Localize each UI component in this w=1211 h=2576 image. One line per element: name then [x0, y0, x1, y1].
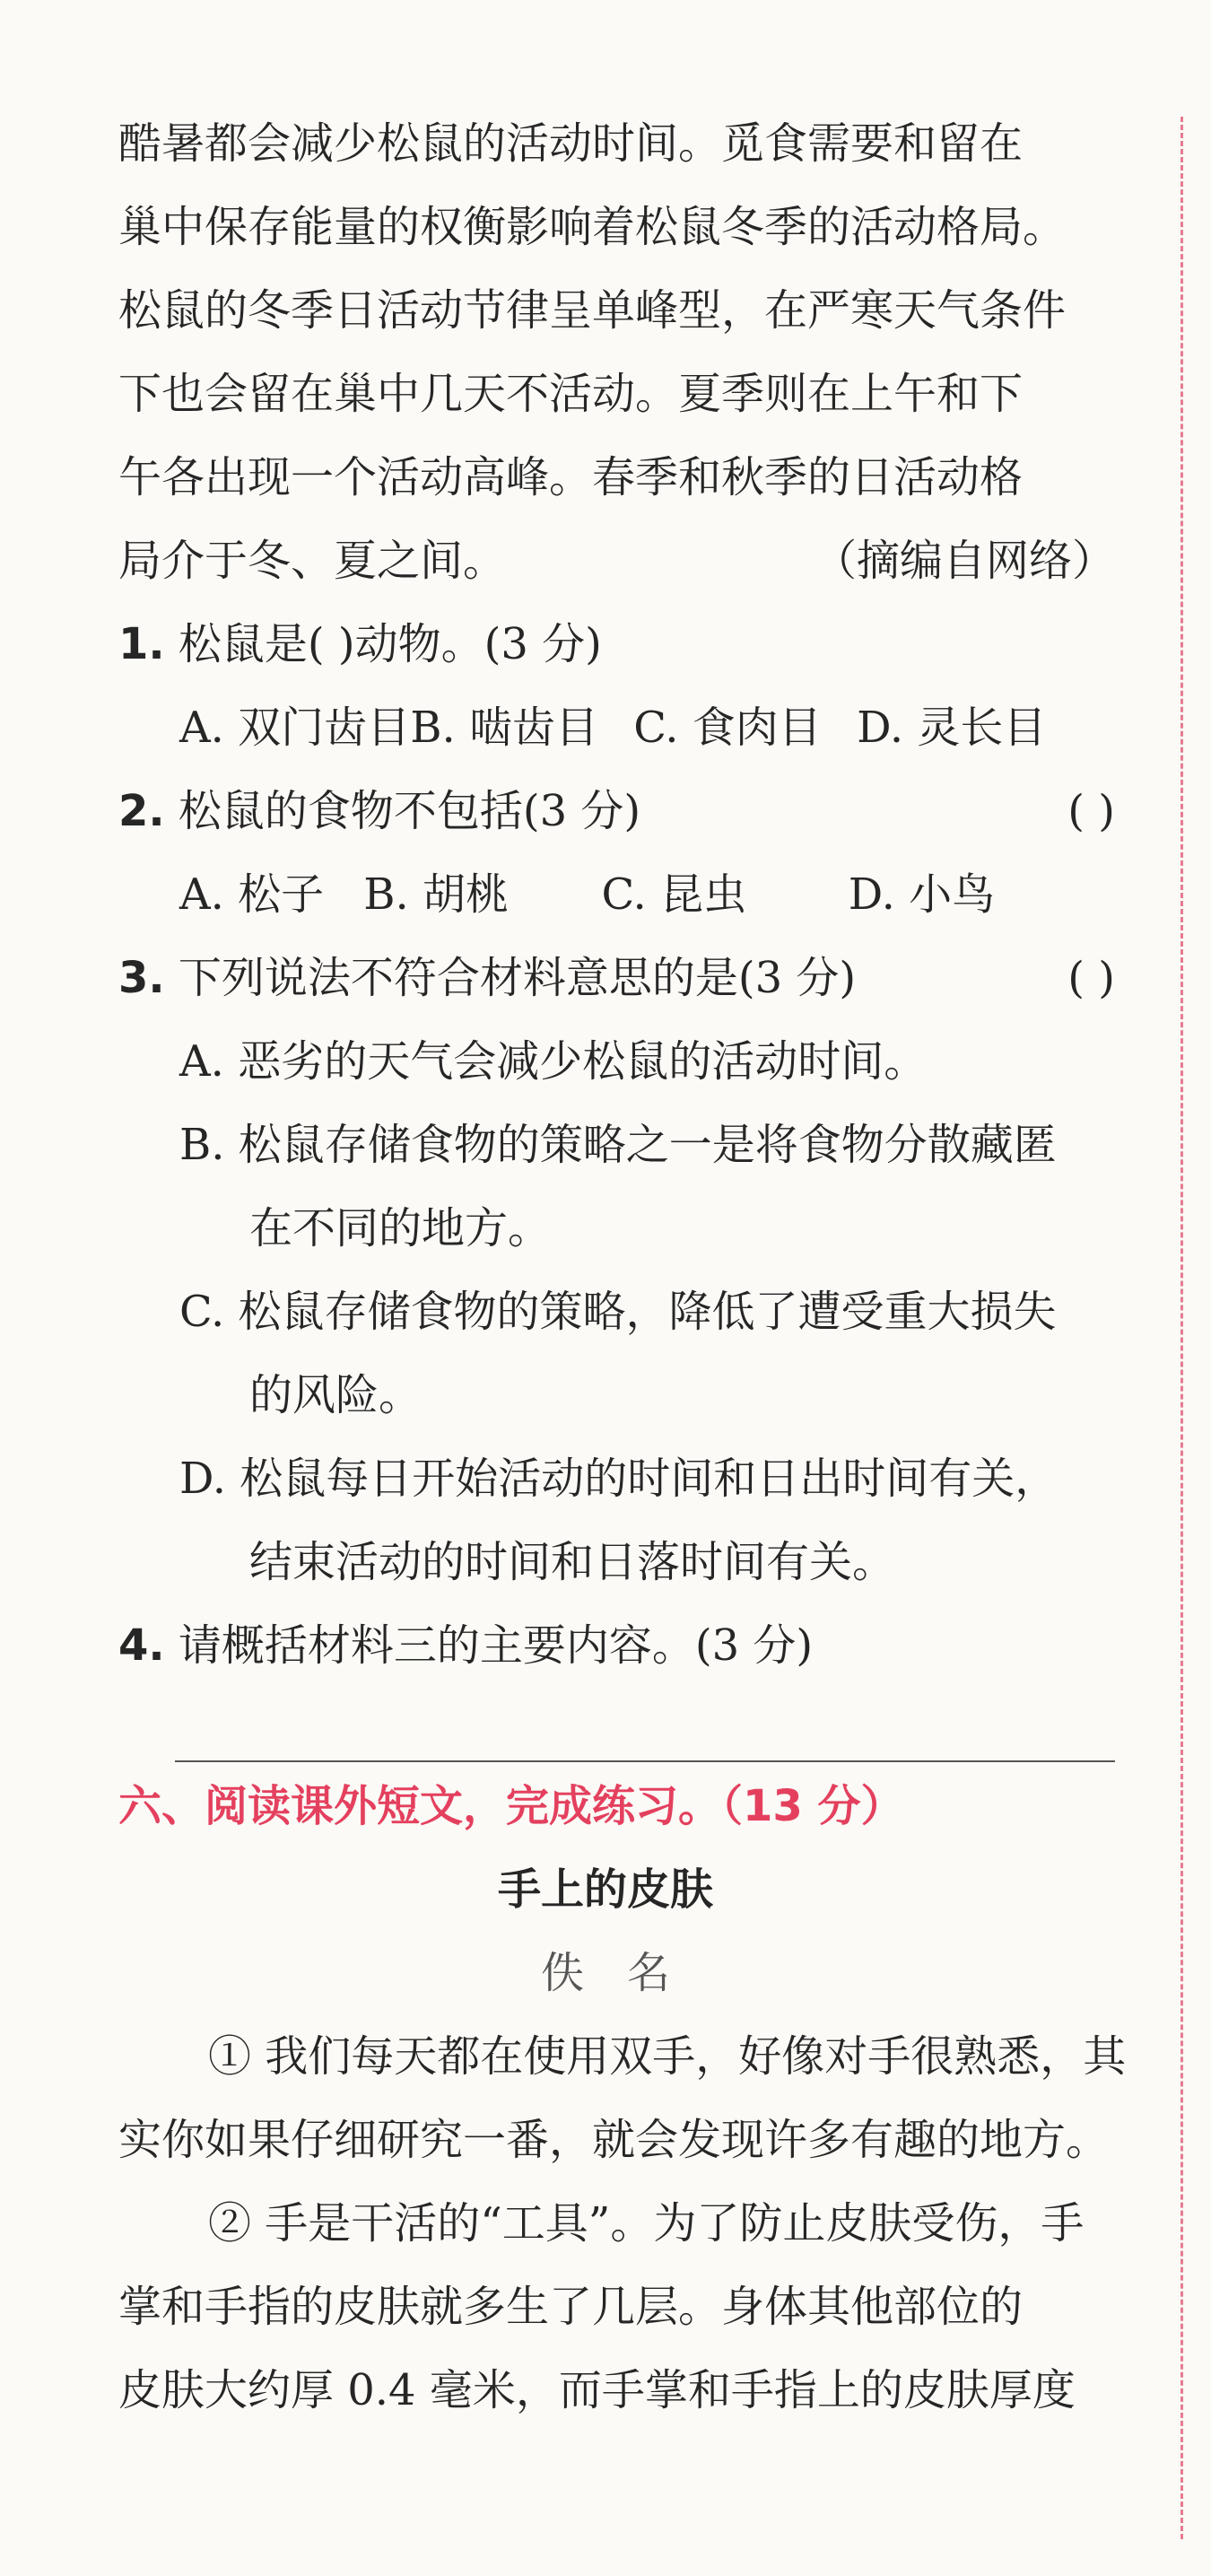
option-c[interactable] [179, 1285, 1057, 1339]
passage-line: 下也会留在巢中几天不活动。夏季则在上午和下 [118, 369, 1024, 419]
question-stem: 松鼠是( )动物。(3 分) [178, 619, 602, 669]
option-text-continued: 结束活动的时间和日落时间有关。 [249, 1537, 896, 1587]
option-b[interactable] [179, 1118, 1057, 1172]
question-1 [118, 617, 602, 671]
option-c[interactable]: C. 食肉目 [633, 703, 822, 753]
question-1-options [179, 701, 1046, 755]
option-label: B. [179, 1120, 225, 1170]
option-d[interactable]: D. 灵长目 [857, 703, 1047, 753]
option-text: 松鼠存储食物的策略之一是将食物分散藏匿 [238, 1120, 1057, 1170]
source-note: （摘编自网络） [813, 536, 1115, 586]
paragraph-line: 实你如果仔细研究一番，就会发现许多有趣的地方。 [118, 2115, 1110, 2165]
paragraph-line: 掌和手指的皮肤就多生了几层。身体其他部位的 [118, 2282, 1024, 2332]
passage-line: 松鼠的冬季日活动节律呈单峰型，在严寒天气条件 [118, 285, 1067, 336]
option-label: D. [179, 1454, 227, 1504]
section-heading: 六、阅读课外短文，完成练习。（13 分） [118, 1781, 904, 1831]
answer-bracket[interactable]: ( ) [1067, 953, 1115, 1003]
question-4 [118, 1619, 813, 1672]
question-2 [118, 784, 640, 838]
passage-line: 酷暑都会减少松鼠的活动时间。觅食需要和留在 [118, 118, 1024, 169]
option-a[interactable] [179, 1035, 927, 1088]
option-text: 松鼠存储食物的策略，降低了遭受重大损失 [238, 1287, 1057, 1337]
passage-line: 局介于冬、夏之间。 [118, 536, 507, 586]
option-text-continued: 的风险。 [249, 1370, 423, 1420]
option-text: 松鼠每日开始活动的时间和日出时间有关， [240, 1454, 1059, 1504]
answer-line[interactable] [175, 1760, 1115, 1762]
article-title: 手上的皮肤 [497, 1864, 713, 1915]
question-stem: 请概括材料三的主要内容。(3 分) [178, 1620, 814, 1671]
option-c[interactable]: C. 昆虫 [601, 869, 747, 920]
article-author: 佚 名 [540, 1948, 670, 1998]
option-b[interactable]: B. 啮齿目 [410, 703, 598, 753]
paragraph-line: ① 我们每天都在使用双手，好像对手很熟悉，其 [208, 2031, 1127, 2082]
option-label: A. [179, 1036, 224, 1087]
paragraph-line: 皮肤大约厚 0.4 毫米，而手掌和手指上的皮肤厚度 [118, 2365, 1076, 2415]
margin-dashed-rule [1181, 117, 1183, 2539]
paragraph-line: ② 手是干活的“工具”。为了防止皮肤受伤，手 [208, 2198, 1085, 2249]
passage-line: 午各出现一个活动高峰。春季和秋季的日活动格 [118, 452, 1024, 502]
option-a[interactable]: A. 双门齿目 [179, 703, 411, 753]
question-stem: 松鼠的食物不包括(3 分) [178, 786, 641, 836]
option-text-continued: 在不同的地方。 [249, 1203, 552, 1253]
option-d[interactable] [179, 1452, 1058, 1506]
question-3 [118, 951, 856, 1005]
question-number: 1. [118, 619, 165, 669]
question-number: 4. [118, 1620, 165, 1671]
question-2-options [179, 868, 995, 921]
option-d[interactable]: D. 小鸟 [848, 869, 996, 920]
option-text: 恶劣的天气会减少松鼠的活动时间。 [238, 1036, 928, 1087]
question-number: 2. [118, 786, 165, 836]
option-a[interactable]: A. 松子 [179, 869, 325, 920]
answer-bracket[interactable]: ( ) [1067, 786, 1115, 836]
question-stem: 下列说法不符合材料意思的是(3 分) [178, 953, 857, 1003]
option-label: C. [179, 1287, 225, 1337]
question-number: 3. [118, 953, 165, 1003]
option-b[interactable]: B. 胡桃 [363, 869, 510, 920]
passage-line: 巢中保存能量的权衡影响着松鼠冬季的活动格局。 [118, 202, 1067, 252]
